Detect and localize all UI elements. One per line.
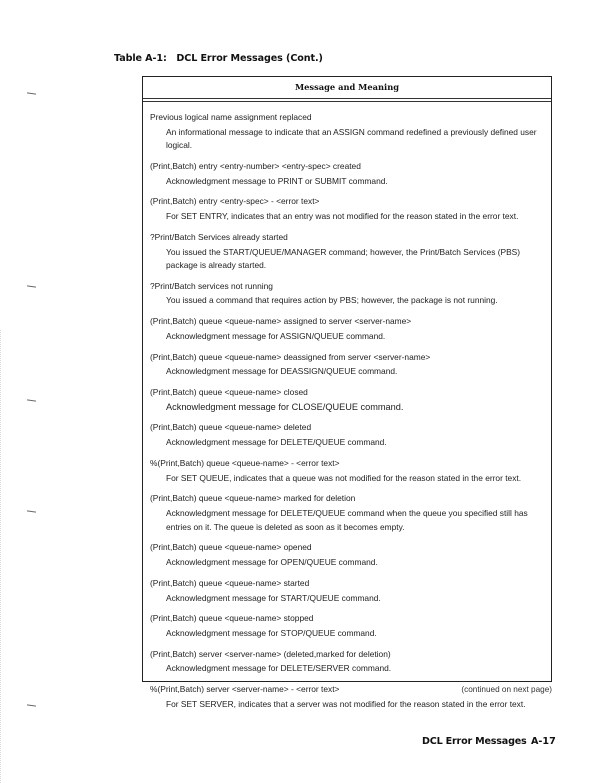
error-meaning: Acknowledgment message for DELETE/QUEUE command. (166, 437, 387, 448)
table-row (150, 457, 545, 485)
page-footer (0, 736, 604, 750)
table-header (143, 77, 551, 99)
page-number: A-17 (531, 736, 556, 747)
table-row (150, 315, 545, 343)
page-edge (0, 330, 3, 783)
margin-mark (27, 399, 36, 401)
error-message: %(Print,Batch) queue <queue-name> - <error text> (150, 457, 340, 468)
table-row (150, 195, 545, 223)
table-row (150, 612, 545, 640)
error-message: (Print,Batch) entry <entry-spec> - <error text> (150, 196, 320, 207)
table-row (150, 577, 545, 605)
error-meaning: You issued a command that requires action by PBS; however, the package is not running. (166, 295, 498, 306)
table-row (150, 160, 545, 188)
error-message: Previous logical name assignment replaced (150, 112, 312, 122)
footer-section-title: DCL Error Messages (422, 736, 527, 747)
error-meaning: An informational message to indicate that an ASSIGN command redefined a previously defined user logical. (166, 126, 537, 151)
error-meaning: Acknowledgment message for START/QUEUE command. (166, 592, 381, 603)
error-message: (Print,Batch) queue <queue-name> started (150, 577, 310, 588)
error-meaning: Acknowledgment message for DELETE/QUEUE command when the queue you specified still has entries on it. The queue is deleted as soon as it becomes empty. (166, 508, 528, 532)
table-entries (150, 111, 545, 719)
table-row (150, 386, 545, 414)
error-message: (Print,Batch) server <server-name> (deleted,marked for deletion) (150, 648, 391, 659)
error-meaning: Acknowledgment message for OPEN/QUEUE command. (166, 557, 378, 568)
margin-mark (27, 510, 36, 512)
table-row (150, 492, 545, 533)
margin-mark (27, 92, 36, 94)
column-header: Message and Meaning (294, 82, 400, 92)
error-message: ?Print/Batch services not running (150, 280, 273, 291)
error-message: (Print,Batch) queue <queue-name> marked for deletion (150, 493, 356, 504)
continued-note: (continued on next page) (461, 685, 552, 694)
error-message: (Print,Batch) entry <entry-number> <entry-spec> created (150, 160, 361, 171)
error-meaning: For SET SERVER, indicates that a server was not modified for the reason stated in the error text. (166, 698, 526, 709)
error-message: (Print,Batch) queue <queue-name> closed (150, 386, 308, 397)
error-message: %(Print,Batch) server <server-name> - <error text> (150, 684, 340, 695)
error-meaning: You issued the START/QUEUE/MANAGER command; however, the Print/Batch Services (PBS) package is already started. (166, 246, 521, 270)
table-title: Table A-1: DCL Error Messages (Cont.) (114, 53, 323, 64)
error-message: (Print,Batch) queue <queue-name> opened (150, 542, 312, 553)
margin-mark (27, 285, 36, 287)
error-message: (Print,Batch) queue <queue-name> stopped (150, 613, 314, 624)
error-meaning: For SET ENTRY, indicates that an entry was not modified for the reason stated in the error text. (166, 211, 519, 222)
table-row (150, 231, 545, 272)
table-row (150, 111, 545, 152)
error-meaning: Acknowledgment message for DELETE/SERVER command. (166, 663, 392, 674)
table-row (150, 648, 545, 676)
error-message: (Print,Batch) queue <queue-name> assigned to server <server-name> (150, 316, 412, 327)
margin-mark (27, 704, 36, 706)
error-meaning: Acknowledgment message for STOP/QUEUE command. (166, 627, 377, 638)
error-meaning: For SET QUEUE, indicates that a queue was not modified for the reason stated in the error text. (166, 472, 522, 483)
error-message: ?Print/Batch Services already started (150, 231, 288, 242)
table-row (150, 421, 545, 449)
error-meaning: Acknowledgment message to PRINT or SUBMIT command. (166, 175, 388, 186)
error-message: (Print,Batch) queue <queue-name> deassigned from server <server-name> (150, 351, 431, 362)
error-meaning: Acknowledgment message for ASSIGN/QUEUE command. (166, 330, 386, 341)
error-meaning: Acknowledgment message for DEASSIGN/QUEUE command. (166, 366, 398, 377)
error-meaning: Acknowledgment message for CLOSE/QUEUE command. (166, 401, 404, 412)
error-message: (Print,Batch) queue <queue-name> deleted (150, 422, 312, 433)
table-row (150, 541, 545, 569)
table-row (150, 351, 545, 379)
table-row (150, 280, 545, 308)
